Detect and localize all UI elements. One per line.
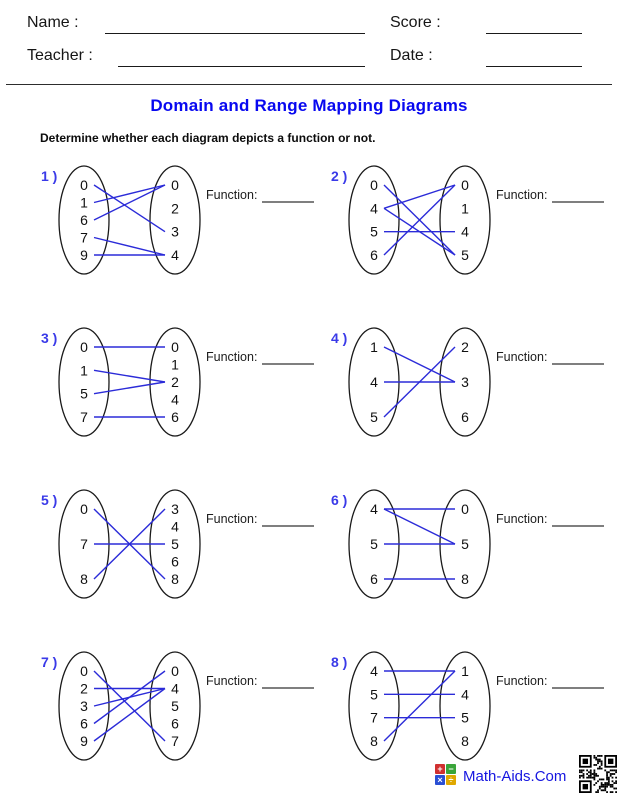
range-value: 4 [461, 686, 469, 703]
domain-value: 3 [80, 698, 88, 714]
range-value: 4 [171, 247, 179, 263]
range-value: 2 [171, 374, 179, 390]
problem-number: 7 ) [41, 654, 58, 670]
function-label: Function: [496, 674, 548, 688]
mapping-diagram [29, 644, 319, 796]
range-value: 0 [171, 663, 179, 679]
domain-value: 0 [80, 339, 88, 355]
range-value: 1 [461, 663, 469, 679]
problem-number: 3 ) [41, 330, 58, 346]
logo-symbol-0: + [435, 764, 445, 774]
score-label: Score : [390, 14, 441, 31]
problem-5 [29, 482, 319, 634]
domain-value: 5 [80, 385, 88, 402]
range-value: 2 [461, 339, 469, 355]
range-value: 8 [461, 733, 469, 749]
header-divider [6, 84, 612, 85]
mapping-line [94, 185, 165, 232]
domain-value: 0 [370, 177, 378, 193]
problem-2 [319, 158, 609, 310]
problem-number: 5 ) [41, 492, 58, 508]
mapping-line [94, 689, 165, 742]
domain-value: 4 [370, 374, 378, 390]
domain-value: 4 [370, 501, 378, 517]
function-label: Function: [206, 512, 258, 526]
range-value: 8 [461, 571, 469, 587]
mapping-diagram [29, 320, 319, 472]
score-field[interactable] [486, 33, 582, 34]
qr-code-icon [579, 755, 617, 793]
mapping-line [94, 671, 165, 724]
range-value: 5 [171, 536, 179, 552]
brand-link[interactable]: Math-Aids.Com [463, 768, 567, 785]
range-value: 5 [461, 247, 469, 263]
mapping-diagram [29, 158, 319, 310]
name-field[interactable] [105, 33, 365, 34]
problem-number: 6 ) [331, 492, 348, 508]
problem-number: 8 ) [331, 654, 348, 670]
domain-value: 6 [80, 715, 88, 732]
range-value: 7 [171, 733, 179, 749]
problem-number: 4 ) [331, 330, 348, 346]
date-label: Date : [390, 47, 433, 64]
problem-1 [29, 158, 319, 310]
problem-3 [29, 320, 319, 472]
domain-value: 1 [80, 194, 88, 211]
domain-value: 7 [80, 229, 88, 246]
domain-value: 4 [370, 200, 378, 217]
range-value: 8 [171, 571, 179, 587]
mapping-line [94, 671, 165, 741]
mapping-diagram [319, 482, 609, 634]
range-value: 5 [461, 536, 469, 552]
domain-value: 0 [80, 663, 88, 679]
range-value: 3 [171, 501, 179, 517]
range-value: 4 [461, 223, 469, 240]
domain-value: 6 [370, 571, 378, 587]
range-value: 6 [171, 553, 179, 570]
domain-value: 1 [370, 339, 378, 355]
domain-value: 2 [80, 680, 88, 697]
range-value: 4 [171, 680, 179, 697]
mapping-diagram [29, 482, 319, 634]
range-value: 5 [461, 709, 469, 726]
domain-value: 4 [370, 663, 378, 679]
domain-value: 0 [80, 501, 88, 517]
date-field[interactable] [486, 66, 582, 67]
math-aids-logo-icon [435, 764, 456, 785]
function-label: Function: [206, 350, 258, 364]
instruction-text: Determine whether each diagram depicts a function or not. [40, 131, 376, 145]
teacher-field[interactable] [118, 66, 365, 67]
mapping-line [94, 382, 165, 394]
problem-6 [319, 482, 609, 634]
range-value: 3 [461, 374, 469, 390]
domain-value: 6 [80, 212, 88, 228]
name-label: Name : [27, 14, 79, 31]
range-value: 0 [461, 501, 469, 517]
domain-value: 9 [80, 247, 88, 263]
range-value: 1 [171, 356, 179, 373]
range-value: 3 [171, 223, 179, 240]
domain-value: 6 [370, 247, 378, 263]
logo-symbol-2: × [435, 775, 445, 785]
mapping-line [384, 671, 455, 741]
domain-value: 5 [370, 223, 378, 240]
domain-value: 7 [80, 536, 88, 552]
range-value: 6 [171, 409, 179, 425]
domain-value: 5 [370, 409, 378, 425]
range-value: 6 [171, 715, 179, 732]
logo-symbol-3: ÷ [446, 775, 456, 785]
function-label: Function: [206, 674, 258, 688]
mapping-line [94, 370, 165, 382]
problem-7 [29, 644, 319, 796]
domain-value: 0 [80, 177, 88, 193]
range-value: 4 [171, 518, 179, 535]
range-value: 2 [171, 200, 179, 217]
domain-value: 8 [80, 571, 88, 587]
domain-value: 5 [370, 536, 378, 552]
domain-value: 5 [370, 686, 378, 703]
domain-value: 8 [370, 733, 378, 749]
range-value: 0 [461, 177, 469, 193]
domain-value: 7 [80, 409, 88, 425]
range-value: 1 [461, 200, 469, 217]
function-label: Function: [496, 188, 548, 202]
function-label: Function: [206, 188, 258, 202]
domain-value: 1 [80, 362, 88, 379]
page-title: Domain and Range Mapping Diagrams [150, 96, 468, 115]
mapping-diagram [319, 320, 609, 472]
domain-value: 7 [370, 709, 378, 726]
problem-number: 1 ) [41, 168, 58, 184]
function-label: Function: [496, 350, 548, 364]
domain-value: 9 [80, 733, 88, 749]
range-value: 0 [171, 177, 179, 193]
function-label: Function: [496, 512, 548, 526]
range-value: 0 [171, 339, 179, 355]
teacher-label: Teacher : [27, 47, 93, 64]
mapping-diagram [319, 158, 609, 310]
logo-symbol-1: − [446, 764, 456, 774]
range-value: 5 [171, 698, 179, 714]
range-value: 6 [461, 409, 469, 425]
range-value: 4 [171, 391, 179, 408]
problem-number: 2 ) [331, 168, 348, 184]
problem-4 [319, 320, 609, 472]
